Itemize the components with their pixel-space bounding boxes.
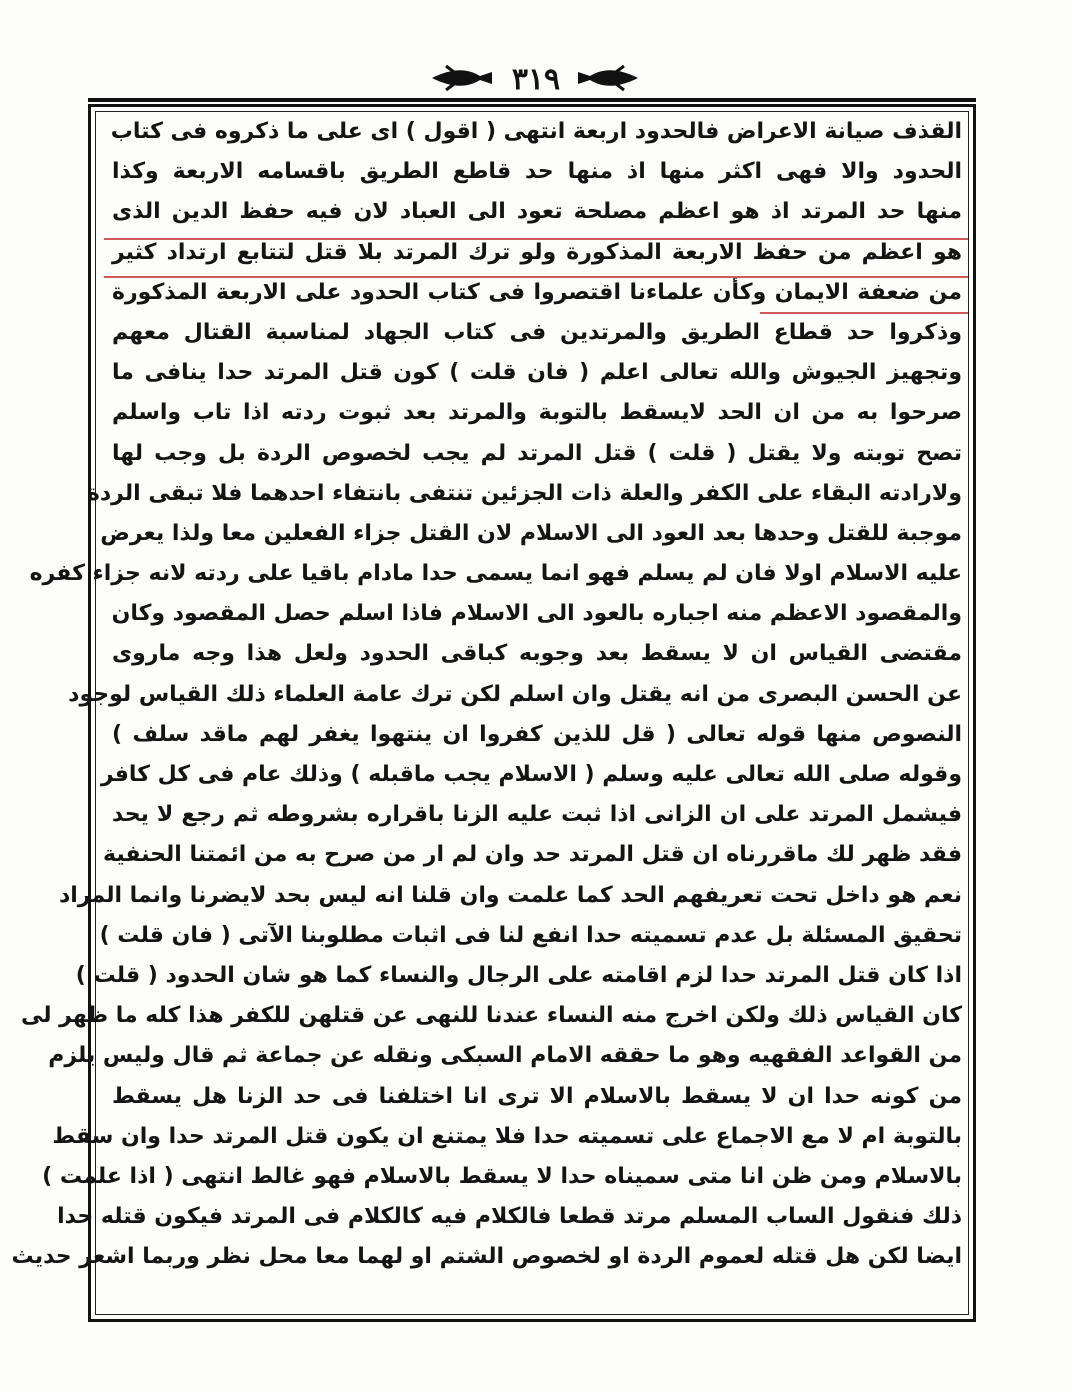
text-line: وقوله صلى الله تعالى عليه وسلم ( الاسلام يجب ماقبله ) وذلك عام فى كل كافر [100, 762, 962, 787]
highlight-underline [104, 238, 968, 240]
highlight-underline [760, 312, 968, 314]
text-line: وتجهيز الجيوش والله تعالى اعلم ( فان قلت ) كون قتل المرتد حدا ينافى ما [112, 360, 962, 386]
text-line: من القواعد الفقهيه وهو ما حققه الامام السبكى ونقله عن جماعة ثم قال وليس يلزم [48, 1043, 962, 1069]
text-line: اذا كان قتل المرتد حدا لزم اقامته على الرجال والنساء كما هو شان الحدود ( قلت ) [75, 962, 962, 988]
text-line: صرحوا به من ان الحد لايسقط بالتوبة والمرتد بعد ثبوت ردته اذا تاب واسلم [112, 400, 962, 426]
text-line: تصح توبته ولا يقتل ( قلت ) قتل المرتد لم يجب لخصوص الردة بل وجب لها [112, 440, 962, 466]
text-line: من ضعفة الايمان وكأن علماءنا اقتصروا فى كتاب الحدود على الاربعة المذكورة [112, 279, 962, 305]
text-line: بالاسلام ومن ظن انا متى سميناه حدا لا يسقط بالاسلام فهو غالط انتهى ( اذا علمت ) [42, 1163, 962, 1189]
text-line: ايضا لكن هل قتله لعموم الردة او لخصوص الشتم او لهما معا محل نظر وربما اشعر حديث [11, 1244, 962, 1270]
body-text [11, 112, 962, 1277]
text-line: عن الحسن البصرى من انه يقتل وان اسلم لكن ترك عامة العلماء ذلك القياس لوجود [68, 681, 962, 707]
top-rule [88, 98, 976, 102]
page-header [0, 58, 1072, 98]
text-line: والمقصود الاعظم منه اجباره بالعود الى الاسلام فاذا اسلم حصل المقصود وكان [111, 601, 962, 627]
text-line: ذلك فنقول الساب المسلم مرتد قطعا فالكلام فيه كالكلام فى المرتد فيكون قتله حدا [57, 1204, 962, 1230]
text-line: موجبة للقتل وحدها بعد العود الى الاسلام لان القتل جزاء الفعلين معا ولذا يعرض [100, 520, 962, 546]
page-number: ٣١٩ [511, 62, 561, 97]
text-line: بالتوبة ام لا مع الاجماع على تسميته حدا فلا يمتنع ان يكون قتل المرتد حدا وان سقط [52, 1123, 962, 1149]
text-line: فقد ظهر لك ماقررناه ان قتل المرتد حد وان لم ار من صرح به من ائمتنا الحنفية [103, 842, 962, 868]
text-line: القذف صيانة الاعراض فالحدود اربعة انتهى ( اقول ) اى على ما ذكروه فى كتاب [110, 119, 962, 144]
text-line: وذكروا حد قطاع الطريق والمرتدين فى كتاب الجهاد لمناسبة القتال معهم [112, 319, 962, 345]
highlight-underline [104, 276, 968, 278]
text-line: كان القياس ذلك ولكن اخرج منه النساء عندنا للنهى عن قتلهن للكفر هذا كله ما ظهر لى [21, 1003, 962, 1029]
text-line: النصوص منها قوله تعالى ( قل للذين كفروا ان ينتهوا يغفر لهم ماقد سلف ) [112, 721, 962, 747]
text-line: تحقيق المسئلة بل عدم تسميته حدا انفع لنا فى اثبات مطلوبنا الآتى ( فان قلت ) [99, 922, 962, 948]
text-line: عليه الاسلام اولا فان لم يسلم فهو انما يسمى حدا مادام باقيا على ردته لانه جزاء كفره [29, 561, 962, 587]
text-line: هو اعظم من حفظ الاربعة المذكورة ولو ترك المرتد بلا قتل لتتابع ارتداد كثير [112, 239, 962, 265]
text-line: مقتضى القياس ان لا يسقط بعد وجوبه كباقى الحدود ولعل هذا وجه ماروى [112, 641, 962, 667]
text-line: نعم هو داخل تحت تعريفهم الحد كما علمت وان قلنا انه ليس بحد لايضرنا وانما المراد [58, 882, 962, 908]
text-line: منها حد المرتد اذ هو اعظم مصلحة تعود الى العباد لان فيه حفظ الدين الذى [112, 199, 962, 225]
text-line: فيشمل المرتد على ان الزانى اذا ثبت عليه الزنا باقراره بشروطه ثم رجع لا يحد [112, 802, 962, 828]
text-line: من كونه حدا ان لا يسقط بالاسلام الا ترى انا اختلفنا فى حد الزنا هل يسقط [112, 1083, 962, 1109]
text-line: ولارادته البقاء على الكفر والعلة ذات الجزئين تنتفى بانتفاء احدهما فلا تبقى الردة [86, 480, 962, 506]
text-line: الحدود والا فهى اكثر منها اذ منها حد قاطع الطريق باقسامه الاربعة وكذا [112, 159, 962, 185]
